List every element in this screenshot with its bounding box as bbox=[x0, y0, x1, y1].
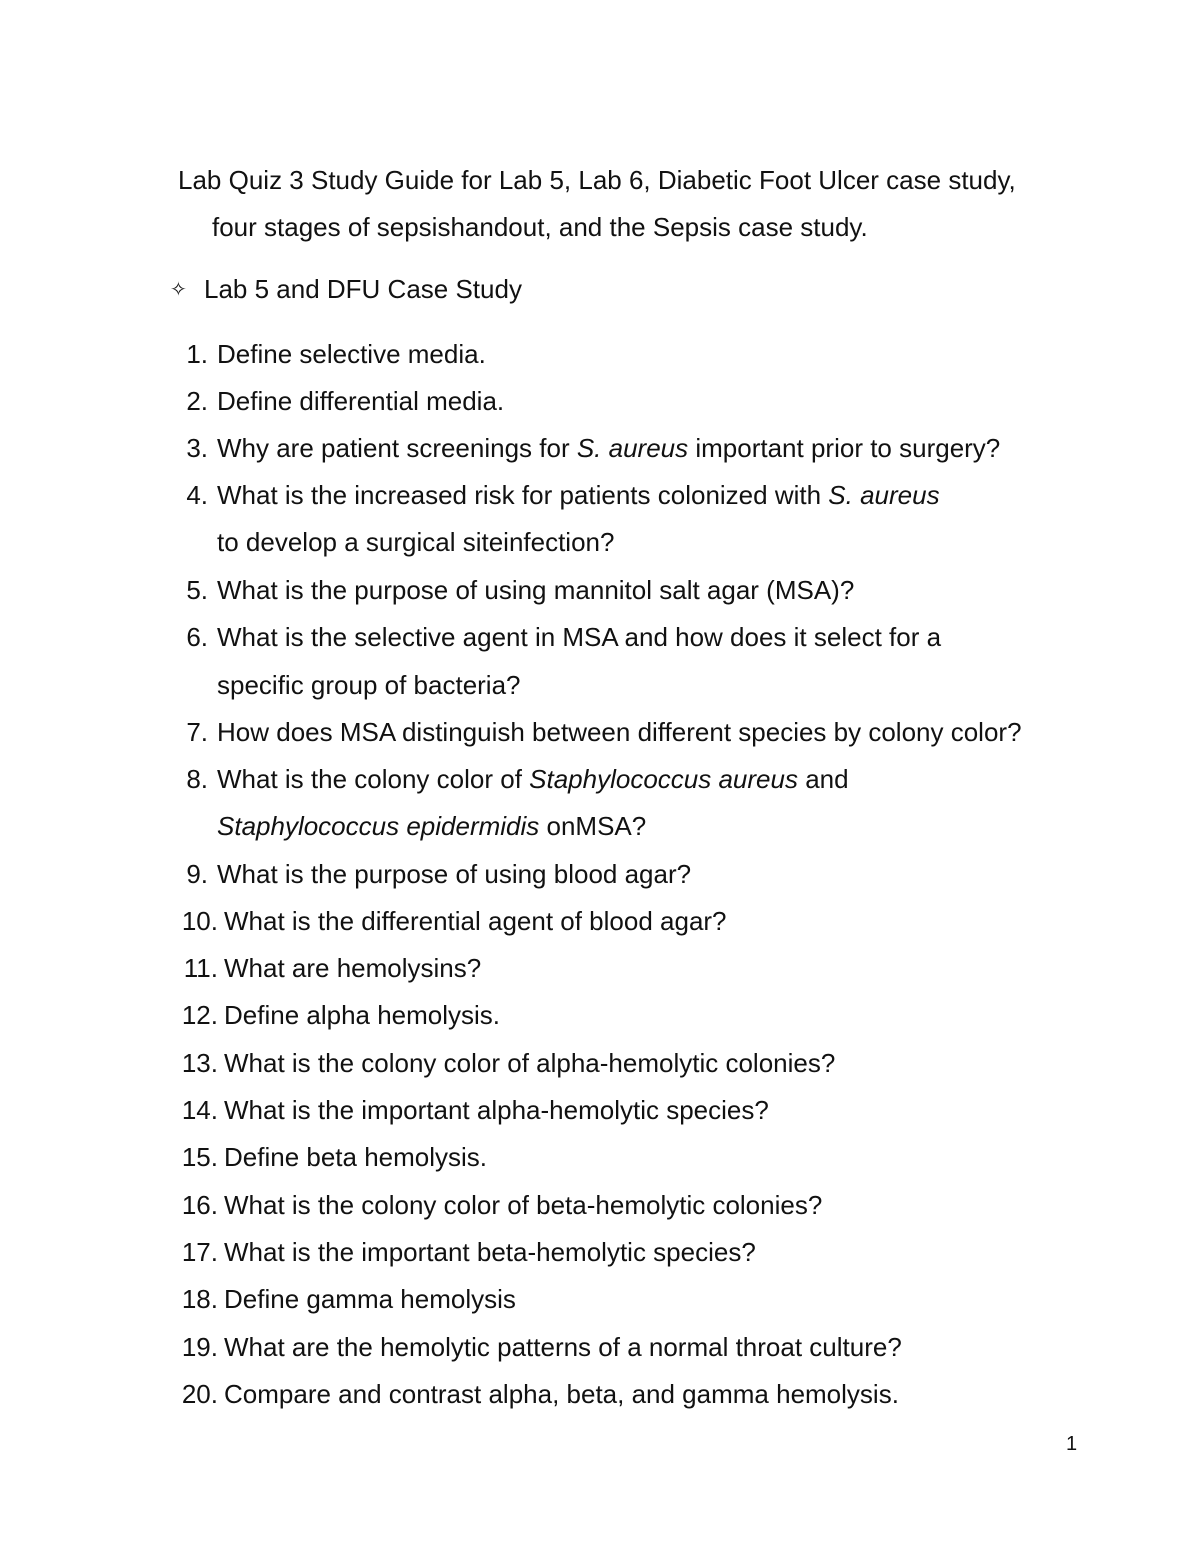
question-text: What is the selective agent in MSA and how does it select for a bbox=[217, 622, 942, 652]
question-continuation bbox=[170, 811, 646, 841]
question-item bbox=[170, 339, 486, 369]
question-text: Compare and contrast alpha, beta, and gamma hemolysis. bbox=[224, 1379, 899, 1409]
question-item bbox=[170, 1190, 822, 1220]
question-item bbox=[170, 764, 849, 794]
question-text: Define gamma hemolysis bbox=[224, 1284, 516, 1314]
question-number: 10. bbox=[181, 906, 218, 936]
question-item bbox=[170, 717, 1022, 747]
question-number: 16. bbox=[181, 1190, 218, 1220]
question-text-pre: Why are patient screenings for bbox=[217, 433, 577, 463]
question-number: 4. bbox=[186, 480, 208, 510]
question-text: What is the differential agent of blood agar? bbox=[224, 906, 727, 936]
organism-name: S. aureus bbox=[828, 480, 940, 510]
question-item bbox=[170, 1048, 835, 1078]
question-number: 15. bbox=[181, 1142, 218, 1172]
question-text: What is the purpose of using mannitol salt agar (MSA)? bbox=[217, 575, 855, 605]
question-continuation bbox=[170, 527, 614, 557]
question-text: Define differential media. bbox=[217, 386, 505, 416]
question-item bbox=[170, 480, 940, 510]
title-line-1: Lab Quiz 3 Study Guide for Lab 5, Lab 6, Diabetic Foot Ulcer case study, bbox=[178, 165, 1016, 195]
question-item bbox=[170, 906, 727, 936]
question-number: 20. bbox=[181, 1379, 218, 1409]
question-item bbox=[170, 1379, 899, 1409]
four-point-star-outline-icon: ✧ bbox=[170, 279, 187, 301]
question-item bbox=[170, 622, 941, 652]
question-number: 1. bbox=[186, 339, 208, 369]
question-number: 12. bbox=[181, 1000, 218, 1030]
question-number: 17. bbox=[181, 1237, 218, 1267]
question-number: 2. bbox=[186, 386, 208, 416]
question-text-line2: to develop a surgical siteinfection? bbox=[217, 527, 615, 557]
organism-name: S. aureus bbox=[576, 433, 689, 463]
question-number: 5. bbox=[186, 575, 208, 605]
question-text: Define selective media. bbox=[217, 339, 486, 369]
question-number: 14. bbox=[181, 1095, 218, 1125]
question-text: What is the purpose of using blood agar? bbox=[217, 859, 692, 889]
question-item bbox=[170, 386, 504, 416]
question-item bbox=[170, 953, 481, 983]
page-number: 1 bbox=[1066, 1433, 1078, 1455]
question-item bbox=[170, 433, 1000, 463]
question-text: Define beta hemolysis. bbox=[224, 1142, 488, 1172]
question-number: 18. bbox=[181, 1284, 218, 1314]
question-item bbox=[170, 859, 691, 889]
question-text: Define alpha hemolysis. bbox=[224, 1000, 501, 1030]
organism-name: Staphylococcus aureus bbox=[529, 764, 798, 794]
question-text: What is the colony color of alpha-hemolytic colonies? bbox=[224, 1048, 836, 1078]
question-text: What is the important alpha-hemolytic species? bbox=[224, 1095, 769, 1125]
question-text-pre: What is the colony color of bbox=[217, 764, 530, 794]
section-heading-text: Lab 5 and DFU Case Study bbox=[204, 274, 522, 304]
question-item bbox=[170, 1000, 500, 1030]
question-text: What are hemolysins? bbox=[224, 953, 482, 983]
question-number: 8. bbox=[186, 764, 208, 794]
question-text-line2: onMSA? bbox=[539, 811, 647, 841]
question-item bbox=[170, 1332, 902, 1362]
question-text-post: and bbox=[797, 764, 849, 794]
question-item bbox=[170, 1095, 769, 1125]
question-text: What is the colony color of beta-hemolytic colonies? bbox=[224, 1190, 823, 1220]
question-number: 6. bbox=[186, 622, 208, 652]
question-number: 19. bbox=[181, 1332, 218, 1362]
title-line-2: four stages of sepsishandout, and the Sepsis case study. bbox=[212, 212, 868, 242]
question-text: What is the important beta-hemolytic species? bbox=[224, 1237, 756, 1267]
question-text: How does MSA distinguish between different species by colony color? bbox=[217, 717, 1022, 747]
question-text-pre: What is the increased risk for patients colonized with bbox=[217, 480, 829, 510]
question-text-post: important prior to surgery? bbox=[688, 433, 1001, 463]
question-item bbox=[170, 1284, 516, 1314]
question-text-line2: specific group of bacteria? bbox=[217, 670, 521, 700]
question-number: 3. bbox=[186, 433, 208, 463]
question-continuation bbox=[170, 670, 521, 700]
question-number: 9. bbox=[186, 859, 208, 889]
section-heading bbox=[170, 274, 522, 305]
question-item bbox=[170, 575, 854, 605]
question-number: 11. bbox=[183, 953, 218, 983]
question-number: 13. bbox=[181, 1048, 218, 1078]
question-number: 7. bbox=[186, 717, 208, 747]
question-text: What are the hemolytic patterns of a normal throat culture? bbox=[224, 1332, 902, 1362]
question-item bbox=[170, 1237, 756, 1267]
organism-name: Staphylococcus epidermidis bbox=[217, 811, 540, 841]
question-item bbox=[170, 1142, 487, 1172]
